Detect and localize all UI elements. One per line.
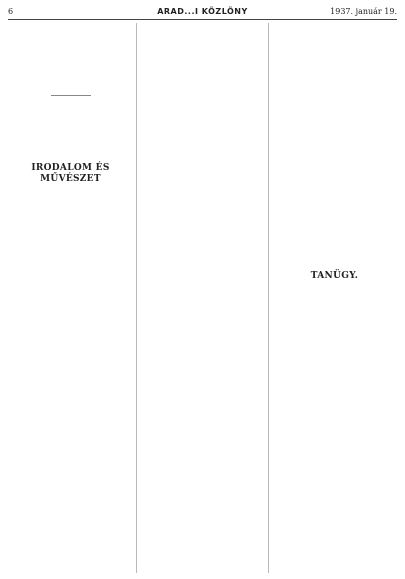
article-text-block	[8, 99, 133, 159]
page-number: 6	[8, 7, 14, 16]
column-left	[8, 23, 133, 575]
column-separator	[268, 23, 269, 573]
section-heading-literature: IRODALOM ÉS MŰVÉSZET	[31, 163, 110, 184]
article-text-block	[140, 23, 265, 263]
newspaper-masthead: ARAD...I KÖZLÖNY	[157, 7, 248, 16]
article-text-block	[140, 267, 265, 507]
page-header	[8, 6, 397, 18]
article-divider	[51, 95, 91, 96]
article-text-block	[272, 23, 397, 263]
issue-date: 1937. január 19.	[330, 7, 397, 16]
section-heading-education: TANÜGY.	[310, 271, 359, 281]
article-text-block	[8, 476, 133, 572]
article-text-block	[272, 285, 397, 405]
article-text-block	[8, 188, 133, 348]
article-text-block	[140, 511, 265, 571]
header-rule	[8, 19, 397, 20]
column-middle	[140, 23, 265, 575]
column-right	[272, 23, 397, 575]
article-text-block	[8, 23, 133, 93]
column-separator	[136, 23, 137, 573]
article-text-block	[272, 409, 397, 569]
article-text-block	[8, 352, 133, 472]
